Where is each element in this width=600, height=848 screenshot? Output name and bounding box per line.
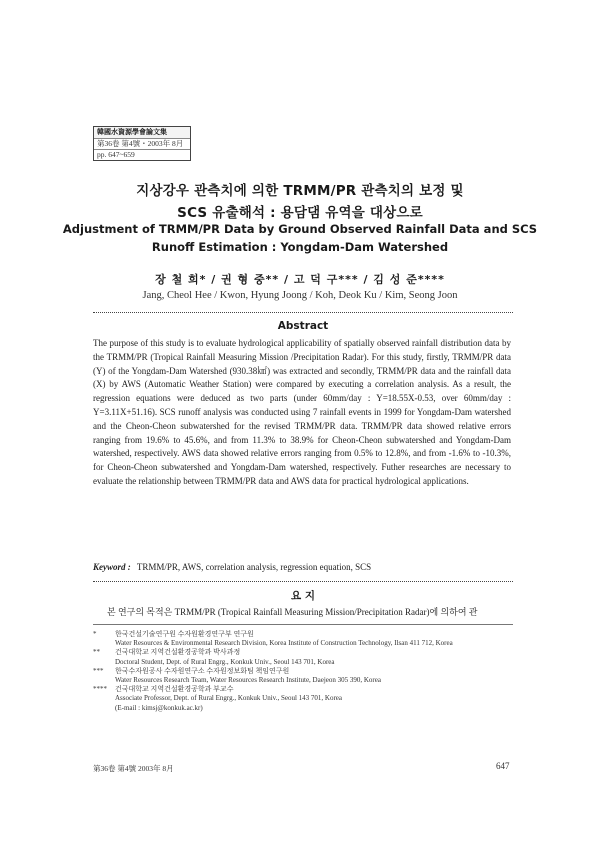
keyword-line (93, 561, 511, 574)
abstract-heading: Abstract (277, 320, 329, 332)
footnote-mark: * (93, 630, 97, 638)
footnote-korean: 한국수자원공사 수자원연구소 수자원정보화팀 책임연구원 (115, 666, 290, 675)
footnote-rule (93, 624, 513, 625)
footnote-korean: 한국건설기술연구원 수자원환경연구부 연구원 (115, 630, 254, 638)
footnote-korean: 건국대학교 지역건설환경공학과 부교수 (115, 685, 234, 694)
footnote-english: Water Resources & Environmental Research Division, Korea Institute of Construction Technology, Ilsan 411 712, Korea (115, 639, 453, 648)
footnote-mark: **** (93, 685, 107, 694)
footnote-email: (E-mail : kimsj@konkuk.ac.kr) (115, 703, 203, 712)
footnote-item (93, 630, 513, 648)
footnote-item (93, 667, 513, 685)
journal-issue: 第36卷 第4號・2003年 8月 (94, 138, 190, 149)
footnote-mark: *** (93, 666, 104, 675)
footnote-item (93, 685, 513, 713)
footnote-mark: ** (93, 648, 100, 657)
footnote-korean: 건국대학교 지역건설환경공학과 박사과정 (115, 648, 241, 657)
title-korean-line-1: 지상강우 관측치에 의한 TRMM/PR 관측치의 보정 및 (136, 183, 464, 199)
keyword-label: Keyword : (93, 562, 131, 572)
footer-issue: 第36卷 第4號 2003年 8月 (93, 764, 174, 773)
footnote-item (93, 648, 513, 666)
footnote-english: Associate Professor, Dept. of Rural Engrg., Konkuk Univ., Seoul 143 701, Korea (115, 694, 342, 703)
divider-top (93, 312, 513, 313)
page-number: 647 (496, 761, 510, 771)
title-english-line-1: Adjustment of TRMM/PR Data by Ground Observed Rainfall Data and SCS (62, 222, 538, 236)
journal-info-box (93, 126, 191, 161)
divider-summary (93, 581, 513, 582)
journal-name: 韓國水資源學會論文集 (94, 127, 190, 138)
keyword-text: TRMM/PR, AWS, correlation analysis, regression equation, SCS (136, 562, 372, 572)
title-korean-line-2: SCS 유출해석 : 용담댐 유역을 대상으로 (177, 205, 423, 221)
authors-korean: 장 철 희* / 권 형 중** / 고 덕 구*** / 김 성 준**** (155, 273, 445, 286)
summary-heading: 요 지 (291, 590, 315, 602)
authors-english: Jang, Cheol Hee / Kwon, Hyung Joong / Koh, Deok Ku / Kim, Seong Joon (142, 290, 458, 301)
summary-first-line: 본 연구의 목적은 TRMM/PR (Tropical Rainfall Measuring Mission/Precipitation Radar)에 의하여 관 (107, 607, 478, 617)
abstract-text: The purpose of this study is to evaluate hydrological applicability of spatially observed rainfall distribution data by the TRMM/PR (Tropical Rainfall Measuring Mission /Precipitation Radar). For this study, firstly, TRMM/PR data (Y) of the Yongdam-Dam Watershed (930.38㎢) was extracted and secondly, TRMM/PR data and the rainfall data (X) by AWS (Automatic Weather Station) were compared by executing a correlation analysis. As a result, the regression equations were deduced as two parts (under 60mm/day : Y=18.55X-0.53, over 60mm/day : Y=3.11X+51.16). SCS runoff analysis was conducted using 7 rainfall events in 1999 for Yongdam-Dam watershed and the Cheon-Cheon subwatershed for the revised TRMM/PR data. TRMM/PR data showed relative errors ranging from 19.6% to 45.6%, and from 11.3% to 38.9% for Cheon-Cheon subwatershed and Yongdam-Dam watershed, respectively. AWS data showed relative errors ranging from 0.5% to 12.8%, and from -1.6% to -10.3%, for Cheon-Cheon subwatershed and Yongdam-Dam watershed, respectively. Futher researches are necessary to evaluate the relationship between TRMM/PR data and AWS data for practical hydrological applications. (93, 338, 511, 486)
footnotes (93, 630, 513, 713)
journal-pages: pp. 647~659 (94, 149, 190, 160)
footnote-english: Water Resources Research Team, Water Resources Research Institute, Daejeon 305 390, Korea (115, 676, 381, 685)
footnote-english: Doctoral Student, Dept. of Rural Engrg., Konkuk Univ., Seoul 143 701, Korea (115, 657, 335, 666)
title-english-line-2: Runoff Estimation : Yongdam-Dam Watershed (151, 240, 449, 254)
